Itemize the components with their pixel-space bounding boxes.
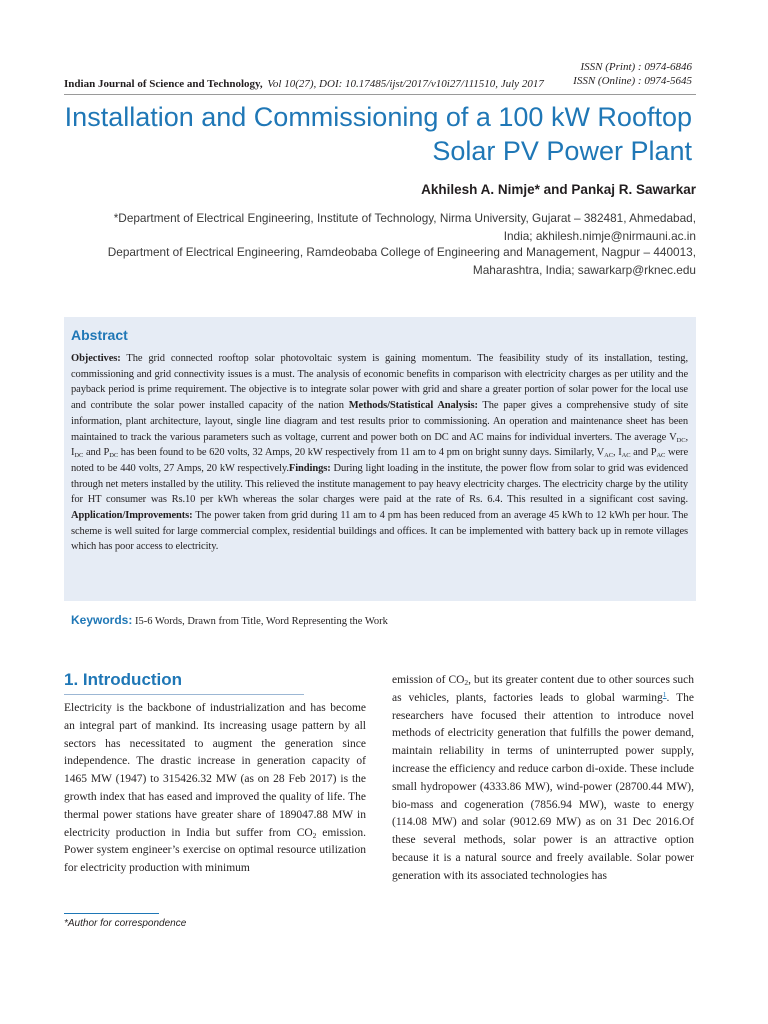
affiliation-2-line-1: Department of Electrical Engineering, Ramdeobaba College of Engineering and Management, Nagpur – 440013,	[107, 245, 696, 259]
journal-meta: Vol 10(27), DOI: 10.17485/ijst/2017/v10i27/111510, July 2017	[267, 78, 544, 90]
affiliation-1-line-2: India; akhilesh.nimje@nirmauni.ac.in	[503, 229, 696, 243]
methods-text: and P	[83, 447, 110, 459]
subscript-dc: DC	[109, 452, 119, 460]
introduction-heading: 1. Introduction	[64, 670, 183, 689]
keywords-label: Keywords:	[71, 613, 133, 627]
findings-label: Findings:	[288, 462, 331, 474]
paragraph-text: emission. Power system engineer’s exercise on optimal resource utilization for electricity production with minimum	[64, 826, 366, 875]
subscript-dc: DC	[676, 436, 686, 444]
journal-citation	[64, 77, 544, 91]
paragraph-text: . The researchers have focused their attention to introduce novel methods of electricity generation that fulfills the power demand, maintain reliability in terms of uninterrupted power supply, increase the efficiency and reduce carbon di-oxide. These include small hydropower (4333.86 MW), wind-power (28700.44 MW), bio-mass and cogeneration (7856.94 MW), waste to energy (114.08 MW) and solar (9012.69 MW) as on 31 Dec 2016.Of these several methods, solar power is an attractive option because it is a natural source and freely available. Solar power generation with its associated technologies has	[392, 691, 695, 882]
reference-link-1[interactable]: 1	[662, 689, 667, 699]
abstract-body	[71, 351, 688, 555]
objectives-label: Objectives:	[71, 353, 121, 364]
subscript-2: 2	[312, 830, 317, 840]
paper-title-line-1: Installation and Commissioning of a 100 kW Rooftop	[64, 102, 692, 132]
paper-title	[64, 100, 692, 168]
subscript-2: 2	[464, 678, 469, 687]
author-list: Akhilesh A. Nimje* and Pankaj R. Sawarkar	[421, 182, 696, 197]
correspondence-footnote: *Author for correspondence	[64, 918, 187, 929]
issn-block	[573, 60, 692, 88]
application-text: The power taken from grid during 11 am to 4 pm has been reduced from an average 45 kWh to 12 kWh per hour. The scheme is well suited for large commercial complex, residential buildings and offices. It can be implemented with battery back up in remote villages which has poor access to electricity.	[71, 510, 688, 553]
subscript-dc: DC	[74, 452, 84, 460]
paragraph-text: emission of CO	[392, 674, 465, 686]
objectives-text: The grid connected rooftop solar photovoltaic system is gaining momentum. The feasibility study of its installation, testing, commissioning and grid connectivity issues is a must. The analysis of economic benefits in comparison with electricity charges as per utility and the payback period is prime requirement. The objective is to integrate solar power with grid and share a greater portion of solar power for the local use and contribute the solar power installed capacity of the nation	[71, 353, 688, 412]
heading-underline	[64, 694, 304, 695]
issn-online: ISSN (Online) : 0974-5645	[573, 75, 692, 87]
keywords	[71, 613, 388, 627]
paragraph-text: , but its greater content due to other sources such as vehicles, plants, factories leads to global warming	[392, 674, 694, 704]
introduction-right-column	[392, 672, 694, 886]
header-divider	[64, 94, 696, 95]
application-label: Application/Improvements:	[71, 510, 193, 522]
methods-text: were noted to be 440 volts, 27 Amps, 20 kW respectively.	[71, 447, 688, 474]
keywords-text: I5-6 Words, Drawn from Title, Word Representing the Work	[132, 616, 388, 627]
methods-label: Methods/Statistical Analysis:	[348, 400, 478, 412]
methods-text: has been found to be 620 volts, 32 Amps, 20 kW respectively from 11 am to 4 pm on bright sunny days. Similarly, V	[118, 447, 605, 459]
affiliation-2-line-2: Maharashtra, India; sawarkarp@rknec.edu	[472, 263, 696, 277]
footnote-divider	[64, 913, 159, 914]
paper-title-line-2: Solar PV Power Plant	[432, 136, 692, 166]
abstract-box	[64, 317, 696, 601]
subscript-ac: AC	[604, 452, 613, 460]
affiliation-1-line-1: *Department of Electrical Engineering, Institute of Technology, Nirma University, Gujarat – 382481, Ahmedabad,	[113, 211, 696, 225]
journal-name: Indian Journal of Science and Technology,	[64, 78, 263, 90]
methods-text: and P	[630, 447, 657, 459]
findings-text: During light loading in the institute, the power flow from solar to grid was evidenced through net meters installed by the utility. This relieved the institute management to pay heavy electricity charges. The electricity charge by the utility for HT consumer was Rs.10 per kWh whereas the solar charges were paid at the rate of Rs. 6.4. This resulted in a significant cost saving.	[71, 462, 688, 506]
methods-text: , I	[612, 447, 622, 459]
subscript-ac: AC	[621, 452, 631, 460]
affiliation-1	[64, 209, 696, 245]
abstract-heading: Abstract	[71, 327, 128, 343]
paragraph-text: Electricity is the backbone of industrialization and has become an integral part of mankind. Its increasing usage pattern by all sectors has necessitated to augment the generation since independence. The drastic increase in generation capacity of 1465 MW (1947) to 315426.32 MW (as on 28 Feb 2017) is the growth index that has eased and improved the quality of life. The thermal power stations have greater share of 189047.88 MW in electricity production in India but suffer from CO	[64, 702, 366, 839]
issn-print: ISSN (Print) : 0974-6846	[580, 61, 692, 73]
subscript-ac: AC	[656, 452, 666, 460]
affiliation-2	[64, 243, 696, 279]
methods-text: The paper gives a comprehensive study of site information, plant architecture, layout, single line diagram and test results prior to commissioning. An operation and maintenance sheet has been maintained to track the various parameters such as voltage, current and power both on DC and AC mains for individual inverters. The average V	[71, 400, 688, 443]
introduction-left-column	[64, 700, 366, 878]
methods-text: , I	[71, 431, 688, 459]
